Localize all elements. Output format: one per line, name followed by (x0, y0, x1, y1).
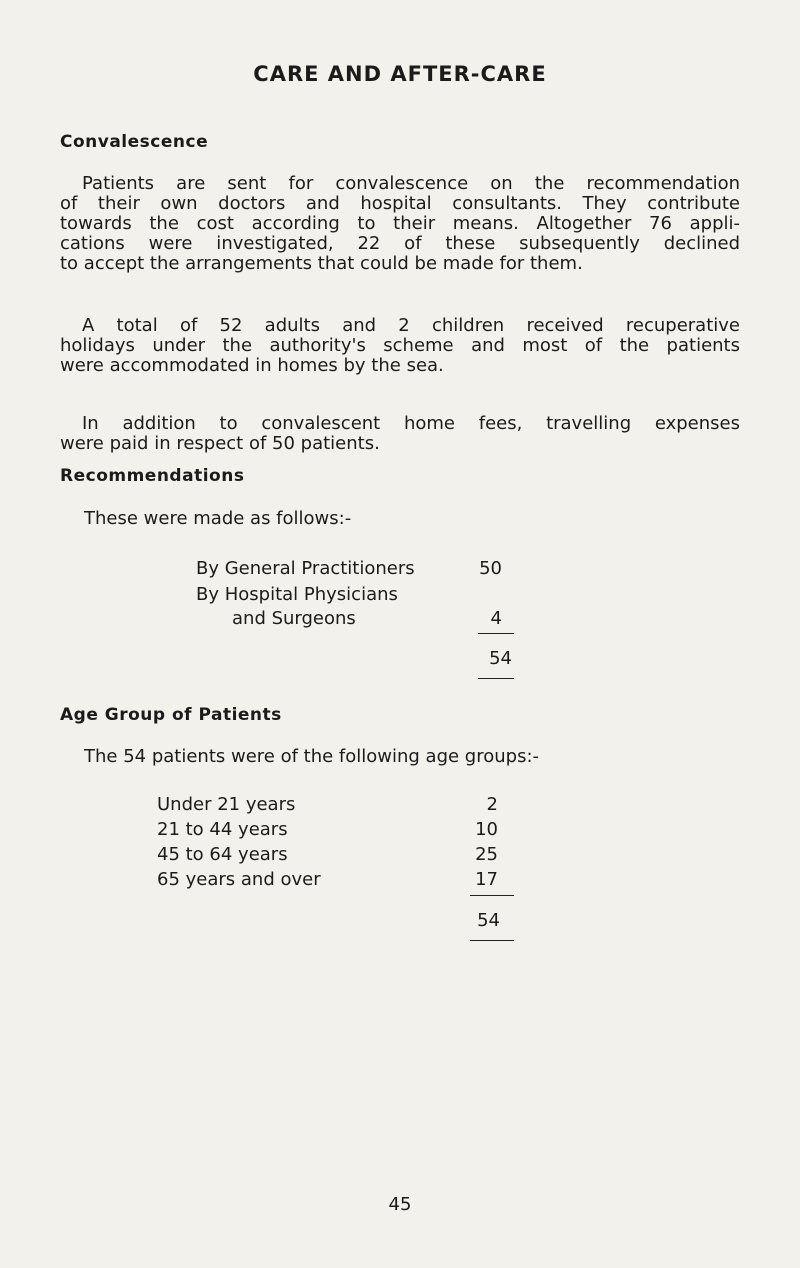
recommendation-value: 4 (490, 608, 502, 629)
age-group-value: 17 (475, 869, 498, 890)
paragraph-line: of their own doctors and hospital consultants. They contribute (60, 193, 740, 214)
paragraph-line: to accept the arrangements that could be made for them. (60, 253, 583, 274)
total-rule (478, 678, 514, 679)
age-group-value: 10 (475, 819, 498, 840)
paragraph-line: cations were investigated, 22 of these subsequently declined (60, 233, 740, 254)
sum-rule (470, 895, 514, 896)
age-group-intro: The 54 patients were of the following age groups:- (84, 746, 540, 767)
section-heading-recommendations: Recommendations (60, 466, 245, 486)
paragraph-line: were paid in respect of 50 patients. (60, 433, 380, 454)
recommendation-label: and Surgeons (232, 608, 356, 629)
paragraph-line: In addition to convalescent home fees, travelling expenses (82, 413, 740, 434)
page-title: CARE AND AFTER-CARE (253, 62, 547, 86)
paragraph-line: holidays under the authority's scheme and most of the patients (60, 335, 740, 356)
recommendation-label: By Hospital Physicians (196, 584, 398, 605)
total-rule (470, 940, 514, 941)
paragraph-line: were accommodated in homes by the sea. (60, 355, 444, 376)
paragraph-line: towards the cost according to their means. Altogether 76 appli- (60, 213, 740, 234)
age-group-label: 21 to 44 years (157, 819, 288, 840)
age-group-label: 45 to 64 years (157, 844, 288, 865)
section-heading-age-group: Age Group of Patients (60, 705, 282, 725)
recommendations-total: 54 (489, 648, 512, 669)
paragraph-convalescence-3 (60, 414, 740, 454)
age-group-label: 65 years and over (157, 869, 321, 890)
age-group-label: Under 21 years (157, 794, 296, 815)
sum-rule (478, 633, 514, 634)
section-heading-convalescence: Convalescence (60, 132, 209, 152)
paragraph-line: Patients are sent for convalescence on the recommendation (82, 173, 740, 194)
page-number: 45 (388, 1194, 412, 1215)
paragraph-convalescence-1 (60, 174, 740, 274)
recommendation-value: 50 (479, 558, 502, 579)
recommendations-intro: These were made as follows:- (84, 508, 352, 529)
age-group-value: 2 (486, 794, 498, 815)
age-group-value: 25 (475, 844, 498, 865)
paragraph-line: A total of 52 adults and 2 children received recuperative (82, 315, 740, 336)
age-group-total: 54 (477, 910, 500, 931)
recommendation-label: By General Practitioners (196, 558, 415, 579)
paragraph-convalescence-2 (60, 316, 740, 376)
